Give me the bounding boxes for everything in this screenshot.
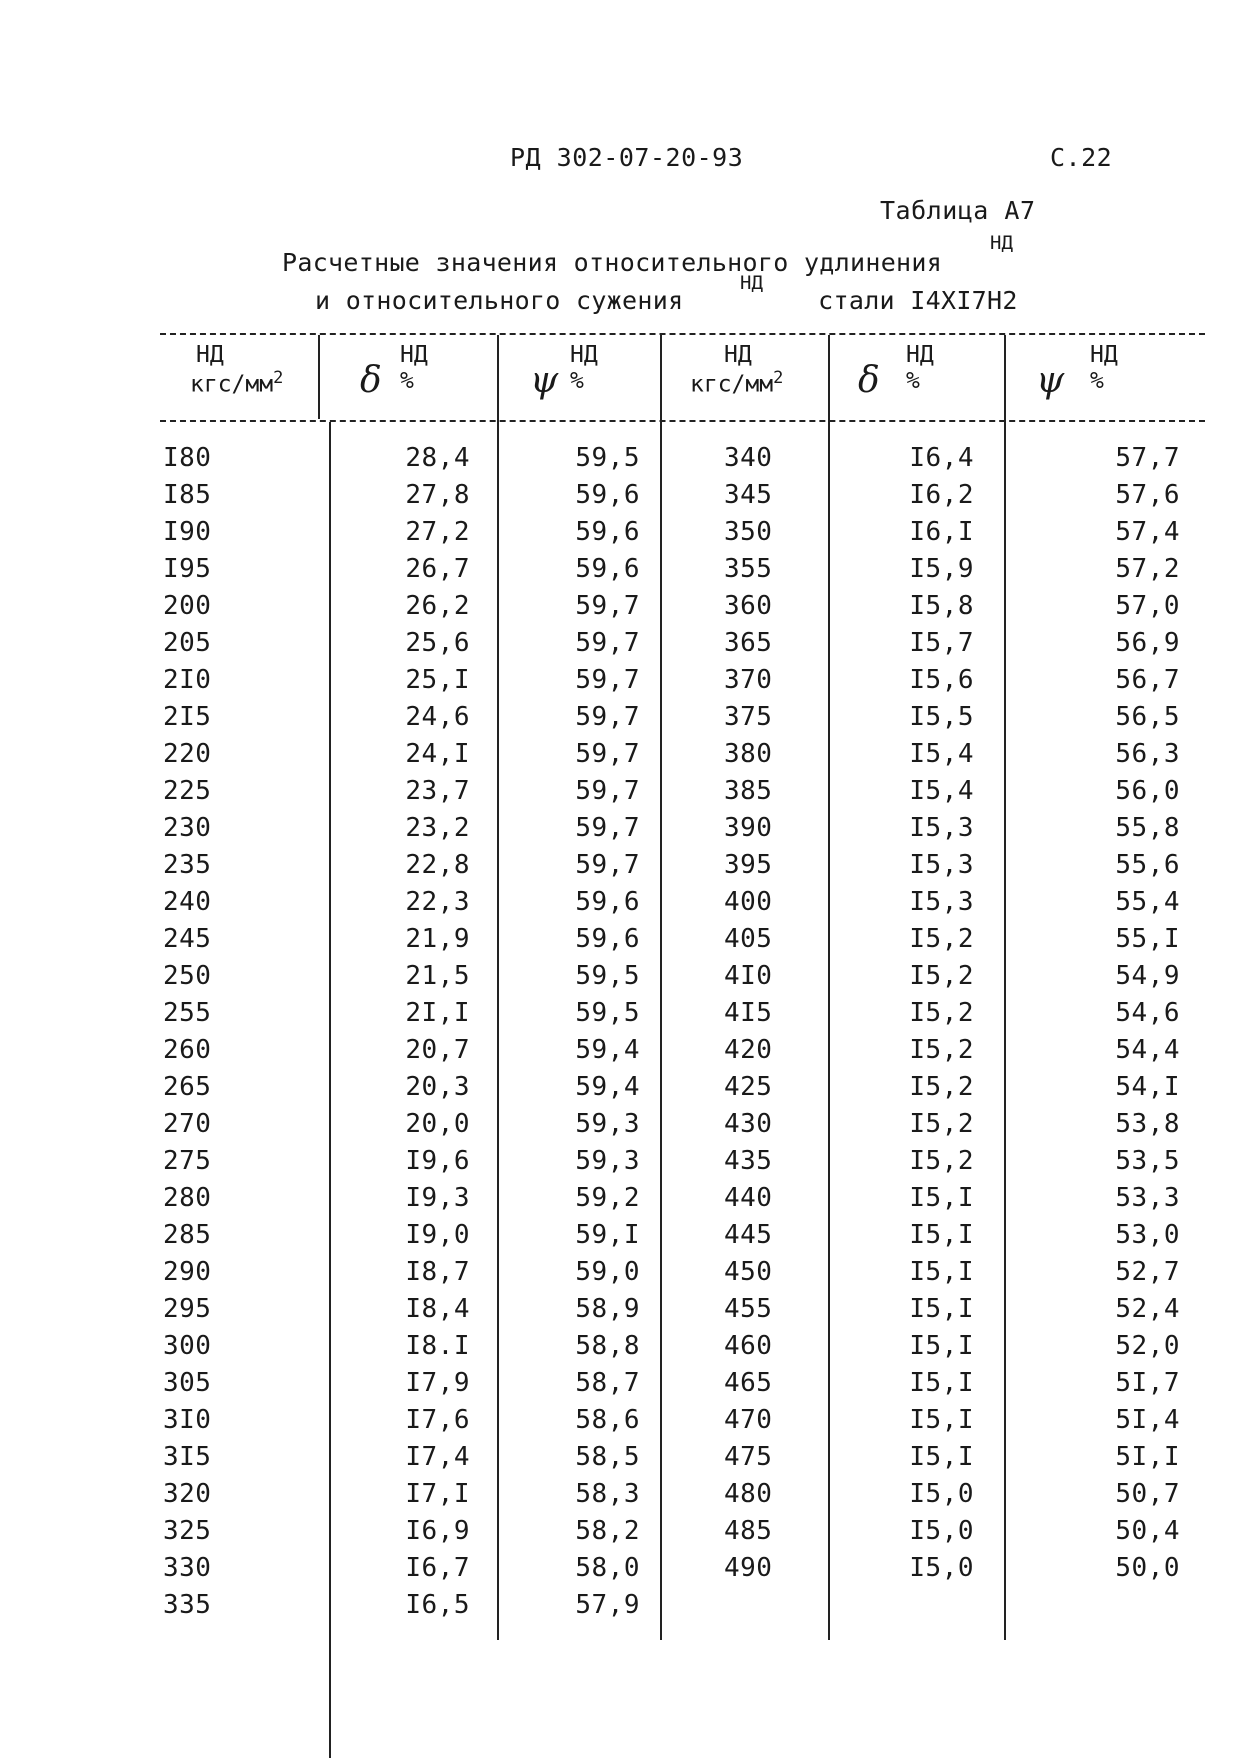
- cell-delta: I6,7: [405, 1553, 470, 1583]
- cell-psi: 58,8: [575, 1331, 640, 1361]
- cell-stress: 360: [724, 591, 773, 621]
- cell-delta: I5,I: [909, 1183, 974, 1213]
- cell-psi: 52,0: [1115, 1331, 1180, 1361]
- header-sigma-left: [190, 342, 283, 398]
- cell-psi: 5I,4: [1115, 1405, 1180, 1435]
- cell-psi: 59,7: [575, 850, 640, 880]
- table-top-rule: [160, 333, 1205, 335]
- cell-stress: 405: [724, 924, 773, 954]
- header-percent: %: [1090, 368, 1104, 394]
- cell-psi: 59,4: [575, 1035, 640, 1065]
- cell-delta: I7,4: [405, 1442, 470, 1472]
- cell-psi: 59,7: [575, 591, 640, 621]
- cell-psi: 55,I: [1115, 924, 1180, 954]
- cell-psi: 56,0: [1115, 776, 1180, 806]
- header-nd: НД: [570, 342, 598, 368]
- cell-stress: 395: [724, 850, 773, 880]
- cell-delta: I5,6: [909, 665, 974, 695]
- cell-psi: 59,2: [575, 1183, 640, 1213]
- cell-psi: 59,6: [575, 924, 640, 954]
- caption-superscript-1: НД: [990, 232, 1013, 254]
- cell-delta: I5,2: [909, 961, 974, 991]
- cell-stress: 480: [724, 1479, 773, 1509]
- cell-delta: I5,2: [909, 924, 974, 954]
- cell-delta: I5,I: [909, 1331, 974, 1361]
- caption-superscript-2: НД: [740, 272, 763, 294]
- cell-psi: 59,6: [575, 887, 640, 917]
- cell-delta: I6,5: [405, 1590, 470, 1620]
- cell-psi: 50,0: [1115, 1553, 1180, 1583]
- cell-delta: I9,0: [405, 1220, 470, 1250]
- cell-delta: 20,3: [405, 1072, 470, 1102]
- cell-stress: 390: [724, 813, 773, 843]
- cell-psi: 58,3: [575, 1479, 640, 1509]
- cell-stress: I90: [163, 517, 212, 547]
- cell-stress: 335: [163, 1590, 212, 1620]
- cell-psi: 59,5: [575, 998, 640, 1028]
- cell-stress: 275: [163, 1146, 212, 1176]
- cell-psi: 59,6: [575, 554, 640, 584]
- cell-stress: 490: [724, 1553, 773, 1583]
- cell-delta: I5,I: [909, 1294, 974, 1324]
- cell-psi: 56,9: [1115, 628, 1180, 658]
- cell-psi: 50,7: [1115, 1479, 1180, 1509]
- cell-psi: 56,7: [1115, 665, 1180, 695]
- cell-delta: I5,I: [909, 1220, 974, 1250]
- cell-stress: 430: [724, 1109, 773, 1139]
- cell-stress: 4I0: [724, 961, 773, 991]
- cell-psi: 52,4: [1115, 1294, 1180, 1324]
- cell-psi: 58,2: [575, 1516, 640, 1546]
- cell-stress: 240: [163, 887, 212, 917]
- table-label: Таблица А7: [880, 196, 1036, 225]
- caption-line-1: Расчетные значения относительного удлинения: [282, 248, 943, 277]
- cell-delta: I5,4: [909, 776, 974, 806]
- header-delta-left: [400, 342, 428, 394]
- cell-delta: 28,4: [405, 443, 470, 473]
- header-unit: кгс/мм: [190, 371, 274, 398]
- cell-psi: 53,3: [1115, 1183, 1180, 1213]
- cell-delta: I9,3: [405, 1183, 470, 1213]
- caption-line-2-a: и относительного сужения: [315, 286, 684, 315]
- cell-delta: 20,7: [405, 1035, 470, 1065]
- cell-stress: 200: [163, 591, 212, 621]
- cell-psi: 59,7: [575, 813, 640, 843]
- cell-psi: 59,I: [575, 1220, 640, 1250]
- cell-psi: 59,5: [575, 961, 640, 991]
- table-header-rule: [160, 420, 1205, 422]
- cell-stress: 330: [163, 1553, 212, 1583]
- cell-stress: 285: [163, 1220, 212, 1250]
- cell-delta: 27,8: [405, 480, 470, 510]
- cell-psi: 55,8: [1115, 813, 1180, 843]
- cell-delta: 27,2: [405, 517, 470, 547]
- cell-stress: 280: [163, 1183, 212, 1213]
- cell-stress: 365: [724, 628, 773, 658]
- cell-psi: 53,0: [1115, 1220, 1180, 1250]
- cell-stress: 220: [163, 739, 212, 769]
- column-divider: [828, 335, 830, 1640]
- cell-stress: 425: [724, 1072, 773, 1102]
- cell-delta: I5,3: [909, 887, 974, 917]
- cell-delta: I5,7: [909, 628, 974, 658]
- cell-delta: I5,0: [909, 1553, 974, 1583]
- cell-psi: 57,2: [1115, 554, 1180, 584]
- cell-psi: 57,7: [1115, 443, 1180, 473]
- cell-delta: I5,2: [909, 1035, 974, 1065]
- cell-stress: 290: [163, 1257, 212, 1287]
- cell-stress: 355: [724, 554, 773, 584]
- cell-psi: 59,6: [575, 517, 640, 547]
- cell-psi: 58,7: [575, 1368, 640, 1398]
- cell-stress: 340: [724, 443, 773, 473]
- cell-psi: 56,3: [1115, 739, 1180, 769]
- cell-stress: 345: [724, 480, 773, 510]
- cell-delta: I6,I: [909, 517, 974, 547]
- cell-delta: I5,2: [909, 1072, 974, 1102]
- cell-delta: I5,I: [909, 1368, 974, 1398]
- cell-stress: 205: [163, 628, 212, 658]
- cell-stress: 255: [163, 998, 212, 1028]
- cell-delta: I5,5: [909, 702, 974, 732]
- column-divider: [329, 422, 331, 1758]
- cell-psi: 59,4: [575, 1072, 640, 1102]
- column-divider: [318, 335, 320, 419]
- header-nd: НД: [1090, 342, 1118, 368]
- cell-stress: 270: [163, 1109, 212, 1139]
- cell-psi: 54,6: [1115, 998, 1180, 1028]
- header-percent: %: [400, 368, 414, 394]
- header-nd: НД: [400, 342, 428, 368]
- cell-delta: I8,7: [405, 1257, 470, 1287]
- cell-stress: 435: [724, 1146, 773, 1176]
- header-psi-left: [570, 342, 598, 394]
- cell-stress: 225: [163, 776, 212, 806]
- cell-delta: 24,I: [405, 739, 470, 769]
- cell-stress: 305: [163, 1368, 212, 1398]
- cell-stress: 260: [163, 1035, 212, 1065]
- cell-delta: 26,7: [405, 554, 470, 584]
- cell-delta: I5,9: [909, 554, 974, 584]
- cell-stress: 485: [724, 1516, 773, 1546]
- cell-psi: 5I,7: [1115, 1368, 1180, 1398]
- cell-stress: 455: [724, 1294, 773, 1324]
- cell-delta: 23,2: [405, 813, 470, 843]
- delta-symbol-right: δ: [858, 360, 880, 401]
- cell-stress: 250: [163, 961, 212, 991]
- cell-delta: 20,0: [405, 1109, 470, 1139]
- cell-delta: 21,5: [405, 961, 470, 991]
- cell-delta: 25,I: [405, 665, 470, 695]
- cell-stress: 350: [724, 517, 773, 547]
- cell-delta: I6,2: [909, 480, 974, 510]
- cell-stress: 2I0: [163, 665, 212, 695]
- cell-psi: 59,7: [575, 628, 640, 658]
- delta-symbol-left: δ: [360, 360, 382, 401]
- cell-stress: 295: [163, 1294, 212, 1324]
- cell-stress: 370: [724, 665, 773, 695]
- cell-delta: I5,2: [909, 1146, 974, 1176]
- cell-stress: 385: [724, 776, 773, 806]
- document-number: РД 302-07-20-93: [510, 143, 744, 172]
- cell-delta: 2I,I: [405, 998, 470, 1028]
- header-psi-right: [1090, 342, 1118, 394]
- cell-psi: 54,I: [1115, 1072, 1180, 1102]
- cell-psi: 59,7: [575, 665, 640, 695]
- header-unit-sup: 2: [773, 368, 784, 388]
- header-percent: %: [906, 368, 920, 394]
- cell-delta: I7,9: [405, 1368, 470, 1398]
- cell-psi: 57,6: [1115, 480, 1180, 510]
- cell-stress: 300: [163, 1331, 212, 1361]
- cell-psi: 57,4: [1115, 517, 1180, 547]
- cell-delta: 21,9: [405, 924, 470, 954]
- cell-psi: 56,5: [1115, 702, 1180, 732]
- cell-stress: 265: [163, 1072, 212, 1102]
- cell-delta: 26,2: [405, 591, 470, 621]
- cell-delta: 23,7: [405, 776, 470, 806]
- cell-delta: I9,6: [405, 1146, 470, 1176]
- cell-psi: 58,0: [575, 1553, 640, 1583]
- cell-stress: I85: [163, 480, 212, 510]
- psi-symbol-left: ψ: [530, 360, 559, 401]
- cell-delta: I5,3: [909, 850, 974, 880]
- cell-psi: 59,3: [575, 1109, 640, 1139]
- cell-psi: 58,5: [575, 1442, 640, 1472]
- cell-stress: 445: [724, 1220, 773, 1250]
- cell-stress: 2I5: [163, 702, 212, 732]
- caption-line-2: [315, 286, 1018, 315]
- cell-psi: 54,4: [1115, 1035, 1180, 1065]
- cell-delta: 22,3: [405, 887, 470, 917]
- cell-psi: 59,7: [575, 776, 640, 806]
- header-delta-right: [906, 342, 934, 394]
- cell-delta: I7,I: [405, 1479, 470, 1509]
- cell-psi: 57,0: [1115, 591, 1180, 621]
- psi-symbol-right: ψ: [1036, 360, 1065, 401]
- cell-psi: 59,0: [575, 1257, 640, 1287]
- cell-psi: 59,3: [575, 1146, 640, 1176]
- cell-psi: 59,7: [575, 702, 640, 732]
- cell-delta: I5,4: [909, 739, 974, 769]
- cell-delta: I8.I: [405, 1331, 470, 1361]
- cell-stress: 230: [163, 813, 212, 843]
- cell-delta: 22,8: [405, 850, 470, 880]
- cell-delta: I5,0: [909, 1516, 974, 1546]
- cell-stress: 470: [724, 1405, 773, 1435]
- cell-psi: 52,7: [1115, 1257, 1180, 1287]
- cell-stress: 375: [724, 702, 773, 732]
- cell-stress: 450: [724, 1257, 773, 1287]
- header-unit-sup: 2: [273, 368, 284, 388]
- header-sigma-right: [690, 342, 783, 398]
- cell-stress: 3I0: [163, 1405, 212, 1435]
- cell-delta: I5,I: [909, 1405, 974, 1435]
- caption-line-2-b: стали I4XI7H2: [818, 286, 1018, 315]
- header-nd: НД: [196, 342, 224, 368]
- cell-stress: 440: [724, 1183, 773, 1213]
- cell-stress: 320: [163, 1479, 212, 1509]
- cell-delta: 24,6: [405, 702, 470, 732]
- cell-stress: 4I5: [724, 998, 773, 1028]
- cell-delta: I6,9: [405, 1516, 470, 1546]
- cell-delta: 25,6: [405, 628, 470, 658]
- cell-delta: I5,I: [909, 1257, 974, 1287]
- page-number: С.22: [1050, 143, 1113, 172]
- cell-stress: 475: [724, 1442, 773, 1472]
- cell-stress: 460: [724, 1331, 773, 1361]
- cell-stress: 380: [724, 739, 773, 769]
- cell-psi: 5I,I: [1115, 1442, 1180, 1472]
- cell-psi: 58,9: [575, 1294, 640, 1324]
- cell-psi: 50,4: [1115, 1516, 1180, 1546]
- cell-psi: 58,6: [575, 1405, 640, 1435]
- cell-psi: 59,5: [575, 443, 640, 473]
- cell-psi: 53,5: [1115, 1146, 1180, 1176]
- cell-stress: 245: [163, 924, 212, 954]
- header-nd: НД: [724, 342, 752, 368]
- cell-psi: 59,6: [575, 480, 640, 510]
- cell-psi: 55,4: [1115, 887, 1180, 917]
- column-divider: [497, 335, 499, 1640]
- cell-delta: I5,3: [909, 813, 974, 843]
- cell-delta: I6,4: [909, 443, 974, 473]
- cell-stress: I80: [163, 443, 212, 473]
- cell-stress: I95: [163, 554, 212, 584]
- cell-psi: 57,9: [575, 1590, 640, 1620]
- cell-stress: 400: [724, 887, 773, 917]
- cell-stress: 325: [163, 1516, 212, 1546]
- cell-stress: 235: [163, 850, 212, 880]
- header-unit: кгс/мм: [690, 371, 774, 398]
- cell-delta: I7,6: [405, 1405, 470, 1435]
- cell-psi: 54,9: [1115, 961, 1180, 991]
- cell-delta: I5,2: [909, 1109, 974, 1139]
- cell-psi: 59,7: [575, 739, 640, 769]
- cell-stress: 465: [724, 1368, 773, 1398]
- cell-delta: I8,4: [405, 1294, 470, 1324]
- cell-stress: 3I5: [163, 1442, 212, 1472]
- header-nd: НД: [906, 342, 934, 368]
- cell-psi: 53,8: [1115, 1109, 1180, 1139]
- cell-stress: 420: [724, 1035, 773, 1065]
- cell-delta: I5,8: [909, 591, 974, 621]
- cell-delta: I5,2: [909, 998, 974, 1028]
- cell-psi: 55,6: [1115, 850, 1180, 880]
- cell-delta: I5,I: [909, 1442, 974, 1472]
- column-divider: [660, 335, 662, 1640]
- header-percent: %: [570, 368, 584, 394]
- column-divider: [1004, 335, 1006, 1640]
- cell-delta: I5,0: [909, 1479, 974, 1509]
